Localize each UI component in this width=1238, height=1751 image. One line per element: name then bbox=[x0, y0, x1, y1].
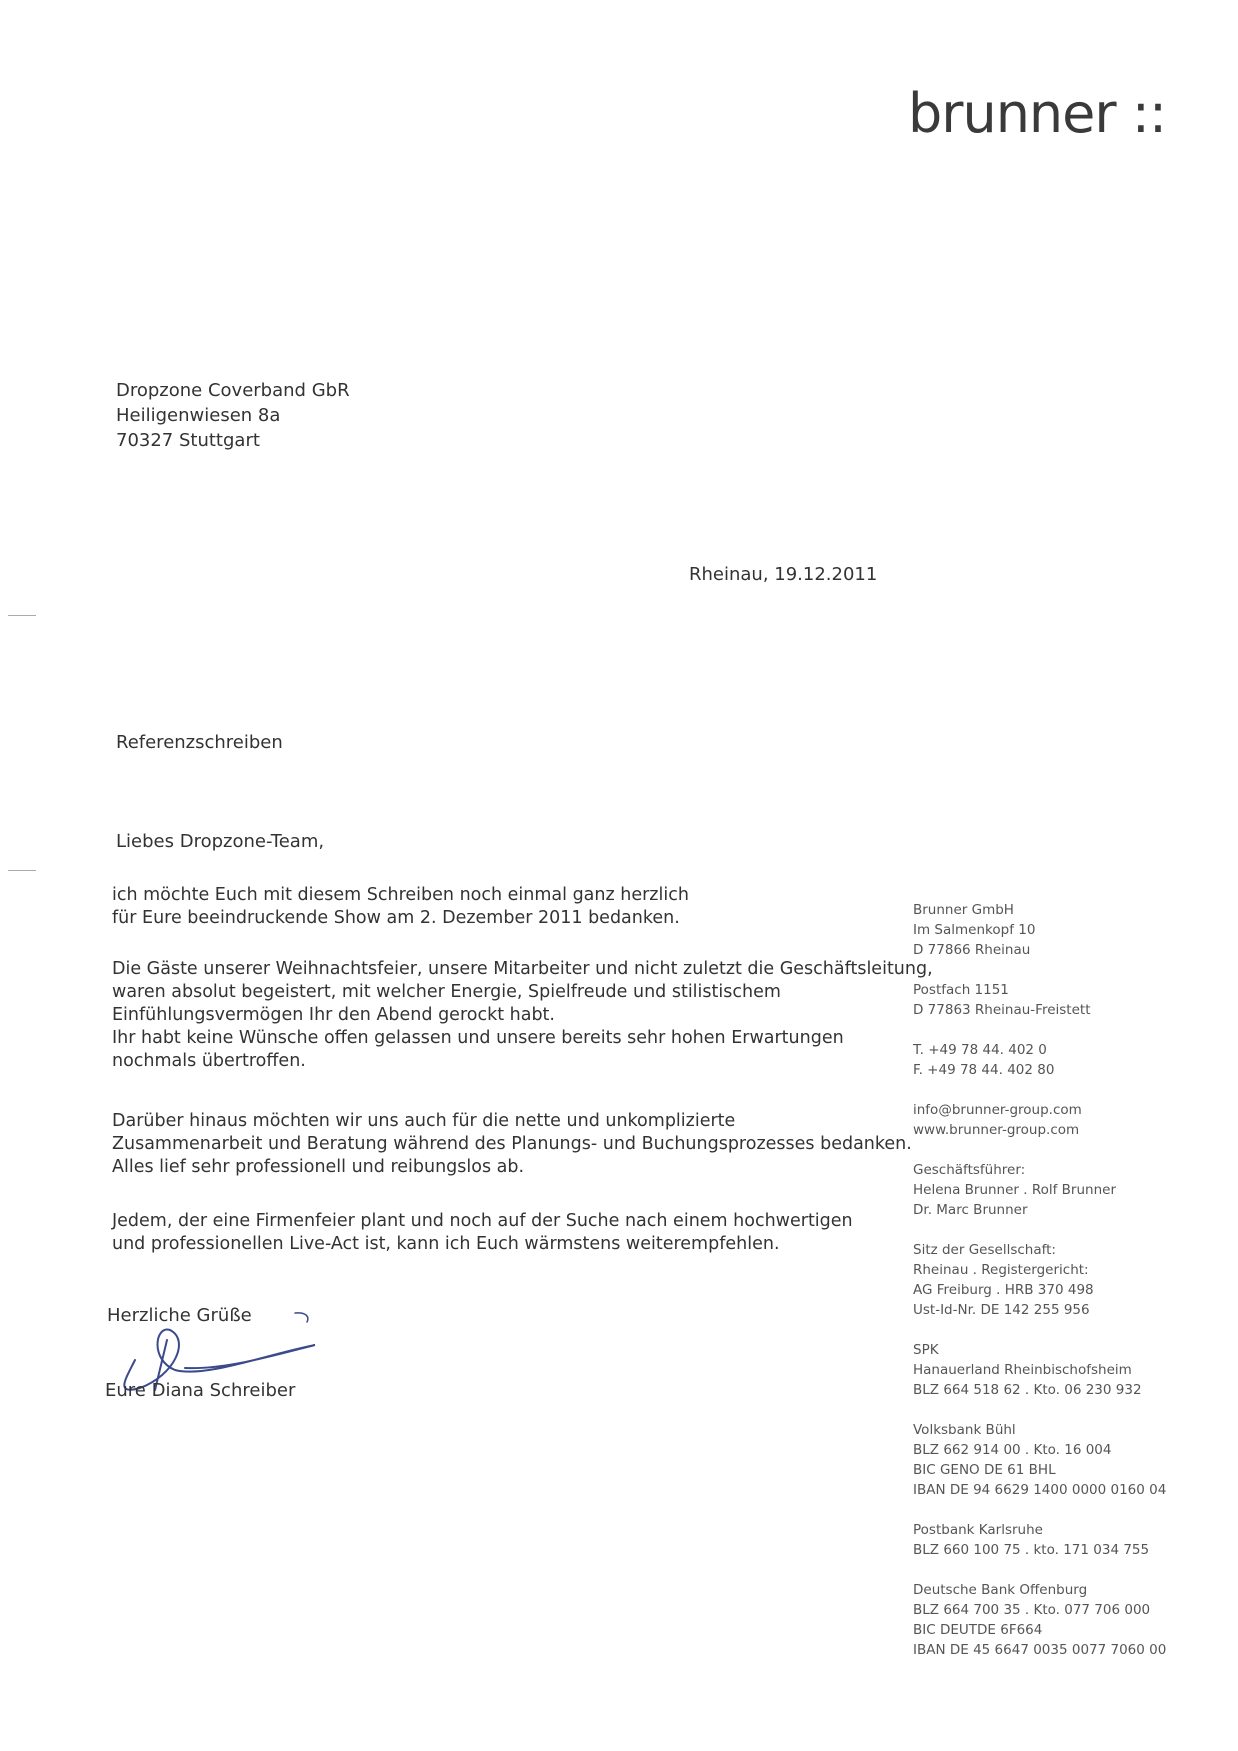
info-line: BIC DEUTDE 6F664 bbox=[913, 1622, 1043, 1638]
body-line: ich möchte Euch mit diesem Schreiben noch einmal ganz herzlich bbox=[112, 885, 689, 905]
info-line: Helena Brunner . Rolf Brunner bbox=[913, 1182, 1117, 1198]
info-line: www.brunner-group.com bbox=[913, 1122, 1080, 1138]
body-line: Einfühlungsvermögen Ihr den Abend gerockt habt. bbox=[112, 1005, 555, 1025]
body-line: waren absolut begeistert, mit welcher Energie, Spielfreude und stilistischem bbox=[112, 982, 781, 1002]
fold-mark-1 bbox=[8, 615, 36, 616]
body-line: Alles lief sehr professionell und reibungslos ab. bbox=[112, 1157, 525, 1177]
closing-greeting: Herzliche Grüße bbox=[107, 1305, 252, 1326]
signer-name: Eure Diana Schreiber bbox=[105, 1380, 296, 1401]
bank-volksbank bbox=[913, 1420, 1166, 1500]
email-web bbox=[913, 1100, 1166, 1140]
body-line: Darüber hinaus möchten wir uns auch für die nette und unkomplizierte bbox=[112, 1111, 736, 1131]
info-line: IBAN DE 94 6629 1400 0000 0160 04 bbox=[913, 1482, 1167, 1498]
company-logo: brunner :: bbox=[908, 82, 1167, 145]
management bbox=[913, 1160, 1166, 1220]
info-line: BLZ 664 518 62 . Kto. 06 230 932 bbox=[913, 1382, 1142, 1398]
body-line: und professionellen Live-Act ist, kann ich Euch wärmstens weiterempfehlen. bbox=[112, 1234, 780, 1254]
info-line: info@brunner-group.com bbox=[913, 1102, 1082, 1118]
info-line: Geschäftsführer: bbox=[913, 1162, 1026, 1178]
info-line: Postbank Karlsruhe bbox=[913, 1522, 1043, 1538]
recipient-line: 70327 Stuttgart bbox=[116, 430, 260, 451]
info-line: Ust-Id-Nr. DE 142 255 956 bbox=[913, 1302, 1090, 1318]
body-paragraph-3 bbox=[112, 1110, 912, 1179]
body-line: für Eure beeindruckende Show am 2. Dezember 2011 bedanken. bbox=[112, 908, 680, 928]
body-line: Zusammenarbeit und Beratung während des Planungs- und Buchungsprozesses bedanken. bbox=[112, 1134, 912, 1154]
company-address bbox=[913, 900, 1166, 960]
info-line: SPK bbox=[913, 1342, 939, 1358]
postbox-address bbox=[913, 980, 1166, 1020]
info-line: Sitz der Gesellschaft: bbox=[913, 1242, 1056, 1258]
info-line: BLZ 664 700 35 . Kto. 077 706 000 bbox=[913, 1602, 1151, 1618]
body-paragraph-1 bbox=[112, 884, 689, 930]
body-line: Die Gäste unserer Weihnachtsfeier, unsere Mitarbeiter und nicht zuletzt die Geschäftsleitung, bbox=[112, 959, 933, 979]
fold-mark-2 bbox=[8, 870, 36, 871]
info-line: Hanauerland Rheinbischofsheim bbox=[913, 1362, 1132, 1378]
recipient-address bbox=[116, 378, 350, 453]
company-info-sidebar bbox=[913, 900, 1166, 1680]
info-line: Rheinau . Registergericht: bbox=[913, 1262, 1089, 1278]
info-line: Volksbank Bühl bbox=[913, 1422, 1016, 1438]
info-line: BLZ 660 100 75 . kto. 171 034 755 bbox=[913, 1542, 1150, 1558]
info-line: D 77866 Rheinau bbox=[913, 942, 1031, 958]
recipient-line: Heiligenwiesen 8a bbox=[116, 405, 281, 426]
salutation: Liebes Dropzone-Team, bbox=[116, 831, 325, 852]
info-line: Im Salmenkopf 10 bbox=[913, 922, 1036, 938]
phone-fax bbox=[913, 1040, 1166, 1080]
body-paragraph-2 bbox=[112, 958, 933, 1073]
info-line: IBAN DE 45 6647 0035 0077 7060 00 bbox=[913, 1642, 1167, 1658]
letter-date: Rheinau, 19.12.2011 bbox=[689, 564, 878, 585]
info-line: BIC GENO DE 61 BHL bbox=[913, 1462, 1056, 1478]
body-line: Jedem, der eine Firmenfeier plant und noch auf der Suche nach einem hochwertigen bbox=[112, 1211, 853, 1231]
info-line: BLZ 662 914 00 . Kto. 16 004 bbox=[913, 1442, 1112, 1458]
info-line: D 77863 Rheinau-Freistett bbox=[913, 1002, 1091, 1018]
body-paragraph-4 bbox=[112, 1210, 853, 1256]
body-line: Ihr habt keine Wünsche offen gelassen und unsere bereits sehr hohen Erwartungen bbox=[112, 1028, 844, 1048]
info-line: AG Freiburg . HRB 370 498 bbox=[913, 1282, 1094, 1298]
info-line: Postfach 1151 bbox=[913, 982, 1009, 998]
bank-deutsche-bank bbox=[913, 1580, 1166, 1660]
recipient-line: Dropzone Coverband GbR bbox=[116, 380, 350, 401]
info-line: F. +49 78 44. 402 80 bbox=[913, 1062, 1055, 1078]
letter-subject: Referenzschreiben bbox=[116, 732, 283, 753]
info-line: Deutsche Bank Offenburg bbox=[913, 1582, 1088, 1598]
bank-postbank bbox=[913, 1520, 1166, 1560]
body-line: nochmals übertroffen. bbox=[112, 1051, 306, 1071]
registration bbox=[913, 1240, 1166, 1320]
info-line: Dr. Marc Brunner bbox=[913, 1202, 1028, 1218]
bank-spk bbox=[913, 1340, 1166, 1400]
info-line: Brunner GmbH bbox=[913, 902, 1014, 918]
info-line: T. +49 78 44. 402 0 bbox=[913, 1042, 1047, 1058]
